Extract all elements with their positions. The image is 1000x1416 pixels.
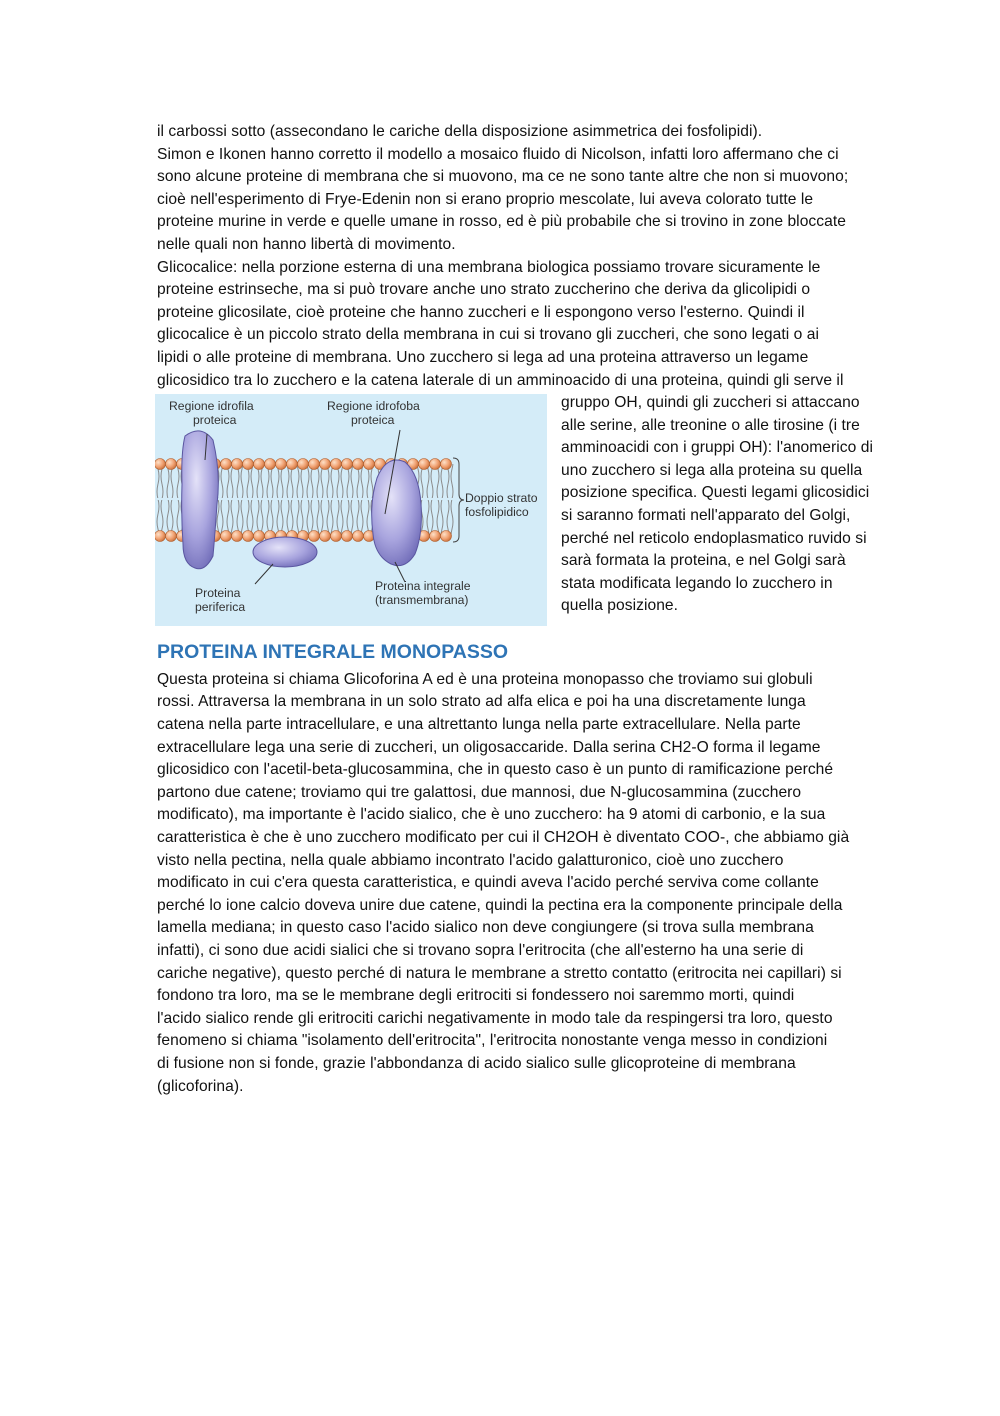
phospholipid-head — [276, 459, 287, 470]
text-line: cariche negative), questo perché di natura le membrane a stretto contatto (eritrocita nei capillari) si — [157, 965, 842, 982]
phospholipid-head — [221, 459, 232, 470]
integral-protein-right — [372, 460, 422, 566]
text-line: infatti), ci sono due acidi sialici che si trovano sopra l'eritrocita (che all'esterno ha una serie di — [157, 942, 804, 959]
phospholipid-head — [232, 531, 243, 542]
label-bilayer: Doppio strato — [465, 491, 538, 505]
label-peripheral: periferica — [195, 600, 246, 614]
phospholipid-head — [353, 459, 364, 470]
phospholipid-head — [155, 531, 166, 542]
text-line: sarà formata la proteina, e nel Golgi sarà — [561, 552, 846, 569]
phospholipid-head — [364, 459, 375, 470]
text-line: perché lo ione calcio doveva unire due catene, quindi la pectina era la componente principale della — [157, 897, 843, 914]
text-line: di fusione non si fonde, grazie l'abbondanza di acido sialico sulle glicoproteine di membrana — [157, 1055, 796, 1072]
phospholipid-head — [309, 459, 320, 470]
text-line: glicosidico tra lo zucchero e la catena laterale di un amminoacido di una proteina, quindi gli serve il — [157, 372, 844, 389]
phospholipid-head — [441, 459, 452, 470]
phospholipid-head — [320, 531, 331, 542]
phospholipid-head — [430, 531, 441, 542]
phospholipid-head — [287, 459, 298, 470]
text-line: visto nella pectina, nella quale abbiamo incontrato l'acido galatturonico, cioè uno zucchero — [157, 852, 784, 869]
text-line: uno zucchero si lega alla proteina su quella — [561, 462, 863, 479]
phospholipid-head — [320, 459, 331, 470]
text-line: proteine estrinseche, ma si può trovare anche uno strato zuccherino che deriva da glicolipidi o — [157, 281, 811, 298]
text-line: fenomeno si chiama "isolamento dell'eritrocita", l'eritrocita nonostante venga messo in condizioni — [157, 1032, 828, 1049]
text-line: (glicoforina). — [157, 1078, 244, 1095]
membrane-figure — [155, 394, 547, 626]
phospholipid-head — [254, 459, 265, 470]
text-line: glicosidico con l'acetil-beta-glucosammina, che in questo caso è un punto di ramificazione perché — [157, 761, 834, 778]
text-line: Simon e Ikonen hanno corretto il modello a mosaico fluido di Nicolson, infatti loro affermano che ci — [157, 146, 839, 163]
label-hydrophobic: proteica — [351, 413, 395, 427]
phospholipid-head — [166, 459, 177, 470]
phospholipid-head — [265, 459, 276, 470]
phospholipid-head — [155, 459, 166, 470]
text-line: amminoacidi con i gruppi OH): l'anomerico di — [561, 439, 873, 456]
text-line: Questa proteina si chiama Glicoforina A ed è una proteina monopasso che troviamo sui globuli — [157, 671, 813, 688]
pointer-line — [255, 564, 273, 584]
text-line: partono due catene; troviamo qui tre galattosi, due mannosi, due N-glucosammina (zucchero — [157, 784, 802, 801]
text-line: si saranno formati nell'apparato del Golgi, — [561, 507, 851, 524]
phospholipid-head — [342, 459, 353, 470]
integral-protein-left — [182, 431, 219, 569]
phospholipid-head — [243, 459, 254, 470]
label-hydrophilic: Regione idrofila — [169, 399, 254, 413]
text-line: fondono tra loro, ma se le membrane degli eritrociti si fondessero noi saremmo morti, quindi — [157, 987, 795, 1004]
membrane-diagram — [155, 394, 547, 626]
text-line: lipidi o alle proteine di membrana. Uno zucchero si lega ad una proteina attraverso un legame — [157, 349, 809, 366]
phospholipid-head — [232, 459, 243, 470]
text-line: posizione specifica. Questi legami glicosidici — [561, 484, 870, 501]
text-line: quella posizione. — [561, 597, 679, 614]
text-line: gruppo OH, quindi gli zuccheri si attaccano — [561, 394, 860, 411]
text-line: perché nel reticolo endoplasmatico ruvido si — [561, 530, 867, 547]
label-hydrophilic: proteica — [193, 413, 237, 427]
phospholipid-head — [331, 531, 342, 542]
text-line: modificato), ma importante è l'acido sialico, che è uno zucchero: ha 9 atomi di carbonio, e la sua — [157, 806, 826, 823]
label-hydrophobic: Regione idrofoba — [327, 399, 420, 413]
text-line: Glicocalice: nella porzione esterna di una membrana biologica possiamo trovare sicuramente le — [157, 259, 821, 276]
text-line: extracellulare lega una serie di zuccheri, un oligosaccaride. Dalla serina CH2-O forma il legame — [157, 739, 821, 756]
peripheral-protein — [253, 537, 317, 567]
phospholipid-head — [353, 531, 364, 542]
phospholipid-head — [243, 531, 254, 542]
text-line: stata modificata legando lo zucchero in — [561, 575, 833, 592]
label-integral: Proteina integrale — [375, 579, 471, 593]
text-line: catena nella parte intracellulare, e una altrettanto lunga nella parte extracellulare. Nella parte — [157, 716, 801, 733]
phospholipid-head — [441, 531, 452, 542]
label-integral: (transmembrana) — [375, 593, 469, 607]
text-line: l'acido sialico rende gli eritrociti carichi negativamente in modo tale da respingersi tra loro, questo — [157, 1010, 833, 1027]
phospholipid-head — [430, 459, 441, 470]
text-line: lamella mediana; in questo caso l'acido sialico non deve congiungere (si trova sulla membrana — [157, 919, 814, 936]
text-line: modificato in cui c'era questa caratteristica, e quindi aveva l'acido perché serviva come collante — [157, 874, 819, 891]
text-line: alle serine, alle treonine o alle tirosine (i tre — [561, 417, 860, 434]
text-line: cioè nell'esperimento di Frye-Edenin non si erano proprio mescolate, lui aveva colorato tutte le — [157, 191, 814, 208]
phospholipid-head — [254, 531, 265, 542]
text-line: glicocalice è un piccolo strato della membrana in cui si trovano gli zuccheri, che sono legati o ai — [157, 326, 819, 343]
text-line: il carbossi sotto (assecondano le cariche della disposizione asimmetrica dei fosfolipidi). — [157, 123, 763, 140]
section-heading: PROTEINA INTEGRALE MONOPASSO — [157, 641, 509, 663]
text-line: proteine glicosilate, cioè proteine che hanno zuccheri e li espongono verso l'esterno. Quindi il — [157, 304, 805, 321]
text-line: proteine murine in verde e quelle umane in rosso, ed è più probabile che si trovino in zone bloccate — [157, 213, 846, 230]
text-line: nelle quali non hanno libertà di movimento. — [157, 236, 456, 253]
label-bilayer: fosfolipidico — [465, 505, 529, 519]
phospholipid-head — [298, 459, 309, 470]
phospholipid-head — [221, 531, 232, 542]
phospholipid-head — [309, 531, 320, 542]
phospholipid-head — [419, 459, 430, 470]
label-peripheral: Proteina — [195, 586, 241, 600]
text-line: caratteristica è che è uno zucchero modificato per cui il CH2OH è diventato COO-, che abbiamo già — [157, 829, 850, 846]
phospholipid-head — [331, 459, 342, 470]
phospholipid-head — [166, 531, 177, 542]
text-line: rossi. Attraversa la membrana in un solo strato ad alfa elica e poi ha una discretamente lunga — [157, 693, 806, 710]
phospholipid-head — [342, 531, 353, 542]
text-line: sono alcune proteine di membrana che si muovono, ma ce ne sono tante altre che non si muovono; — [157, 168, 849, 185]
